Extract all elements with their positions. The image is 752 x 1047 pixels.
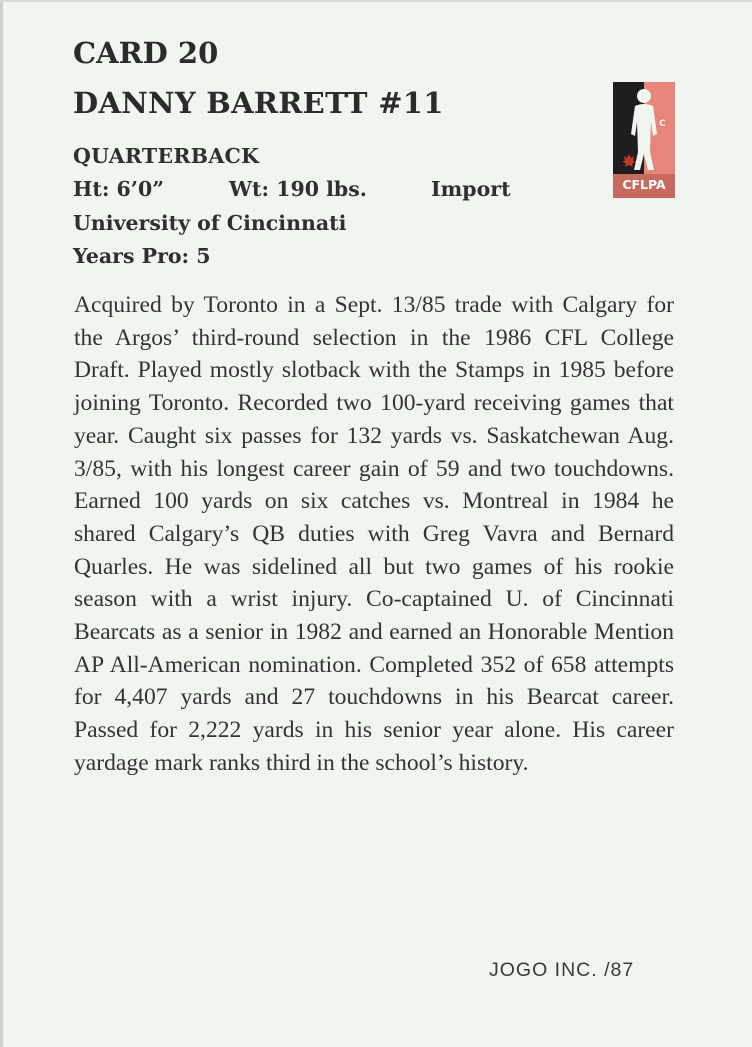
cflpa-logo-icon (613, 82, 675, 198)
player-position: QUARTERBACK (73, 144, 260, 168)
publisher-footer: JOGO INC. /87 (489, 959, 635, 981)
player-stats-row (73, 177, 533, 205)
logo-text: CFLPA (622, 177, 666, 192)
player-biography: Acquired by Toronto in a Sept. 13/85 trade with Calgary for the Argos’ third-round selection in the 1986 CFL College Draft. Played mostly slotback with the Stamps in 1985 before joining Toronto. Recorded two 100-yard receiving games that year. Caught six passes for 132 yards vs. Saskatchewan Aug. 3/85, with his longest career gain of 59 and two touchdowns. Earned 100 yards on six catches vs. Montreal in 1984 he shared Calgary’s QB duties with Greg Vavra and Bernard Quarles. He was sidelined all but two games of his rookie season with a wrist injury. Co-captained U. of Cincinnati Bearcats as a senior in 1982 and earned an Honorable Mention AP All-American nomination. Completed 352 of 658 attempts for 4,407 yards and 27 touchdowns in his Bearcat career. Passed for 2,222 yards in his senior year alone. His career yardage mark ranks third in the school’s history. (74, 292, 674, 776)
player-status: Import (431, 177, 511, 201)
card-number: CARD 20 (73, 36, 219, 70)
player-college: University of Cincinnati (73, 211, 347, 235)
player-name: DANNY BARRETT #11 (73, 86, 444, 120)
player-height: Ht: 6’0” (73, 177, 164, 201)
svg-text:C: C (659, 119, 666, 129)
player-weight: Wt: 190 lbs. (229, 177, 367, 201)
player-years-pro: Years Pro: 5 (73, 244, 211, 268)
